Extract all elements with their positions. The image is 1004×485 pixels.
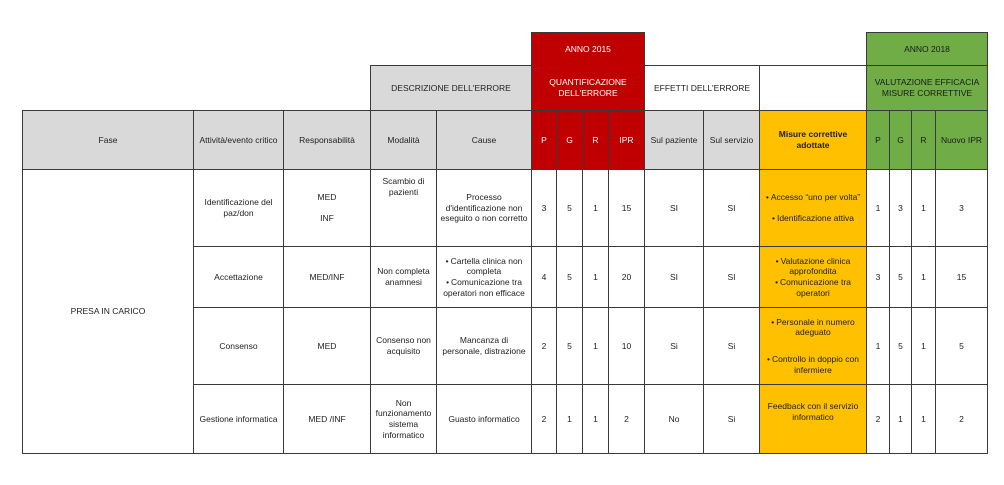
row1-g: 5 bbox=[556, 169, 583, 247]
row1-resp-line: MED bbox=[317, 192, 337, 203]
row1-misura-item: • Accesso “uno per volta” bbox=[766, 192, 860, 203]
row1-ipr: 15 bbox=[608, 169, 645, 247]
effetti-errore-header: EFFETTI DELL'ERRORE bbox=[644, 65, 760, 111]
anno-2015-header: ANNO 2015 bbox=[531, 32, 645, 66]
row1-p: 3 bbox=[531, 169, 557, 247]
row3-r-2018: 1 bbox=[911, 307, 936, 385]
row2-sul-paziente: SI bbox=[644, 246, 704, 308]
row3-misura-item: • Personale in numero adeguato bbox=[763, 317, 863, 338]
anno-2018-header: ANNO 2018 bbox=[866, 32, 988, 66]
row1-misura-item: • Identificazione attiva bbox=[772, 213, 854, 224]
row4-sul-servizio: Si bbox=[703, 384, 760, 454]
row2-modalita: Non completa anamnesi bbox=[370, 246, 437, 308]
col-sul-paziente: Sul paziente bbox=[644, 110, 704, 170]
row2-p: 4 bbox=[531, 246, 557, 308]
row1-responsabilita bbox=[283, 169, 371, 247]
row2-misura-item: • Comunicazione tra operatori bbox=[763, 277, 863, 298]
row4-g: 1 bbox=[556, 384, 583, 454]
row3-responsabilita: MED bbox=[283, 307, 371, 385]
row2-causa-item: • Comunicazione tra operatori non efficace bbox=[440, 277, 528, 298]
row3-modalita: Consenso non acquisito bbox=[370, 307, 437, 385]
row2-responsabilita: MED/INF bbox=[283, 246, 371, 308]
row1-sul-servizio: SI bbox=[703, 169, 760, 247]
row3-r: 1 bbox=[582, 307, 609, 385]
row2-misura-item: • Valutazione clinica approfondita bbox=[763, 256, 863, 277]
col-misure-correttive: Misure correttive adottate bbox=[759, 110, 867, 170]
row1-misure bbox=[759, 169, 867, 247]
row2-sul-servizio: SI bbox=[703, 246, 760, 308]
row4-nuovo-ipr: 2 bbox=[935, 384, 988, 454]
valutazione-efficacia-header: VALUTAZIONE EFFICACIA MISURE CORRETTIVE bbox=[866, 65, 988, 111]
row3-ipr: 10 bbox=[608, 307, 645, 385]
row2-nuovo-ipr: 15 bbox=[935, 246, 988, 308]
row4-r: 1 bbox=[582, 384, 609, 454]
col-g-2018: G bbox=[889, 110, 912, 170]
row4-g-2018: 1 bbox=[889, 384, 912, 454]
row4-modalita: Non funzionamento sistema informatico bbox=[370, 384, 437, 454]
row4-p: 2 bbox=[531, 384, 557, 454]
row3-g: 5 bbox=[556, 307, 583, 385]
col-p-2018: P bbox=[866, 110, 890, 170]
blank-header-cell bbox=[759, 65, 867, 111]
row4-p-2018: 2 bbox=[866, 384, 890, 454]
col-nuovo-ipr: Nuovo IPR bbox=[935, 110, 988, 170]
col-cause: Cause bbox=[436, 110, 532, 170]
row2-causa-item: • Cartella clinica non completa bbox=[440, 256, 528, 277]
col-sul-servizio: Sul servizio bbox=[703, 110, 760, 170]
row1-g-2018: 3 bbox=[889, 169, 912, 247]
row2-attivita: Accettazione bbox=[193, 246, 284, 308]
descrizione-errore-header: DESCRIZIONE DELL'ERRORE bbox=[370, 65, 532, 111]
row1-cause: Processo d'identificazione non eseguito o non corretto bbox=[436, 169, 532, 247]
row1-attivita: Identificazione del paz/don bbox=[193, 169, 284, 247]
row3-attivita: Consenso bbox=[193, 307, 284, 385]
row1-p-2018: 1 bbox=[866, 169, 890, 247]
row4-misure: Feedback con il servizio informatico bbox=[759, 384, 867, 454]
col-ipr: IPR bbox=[608, 110, 645, 170]
row4-responsabilita: MED /INF bbox=[283, 384, 371, 454]
row1-modalita: Scambio di pazienti bbox=[370, 169, 437, 247]
col-r: R bbox=[582, 110, 609, 170]
row1-resp-line: INF bbox=[320, 213, 334, 223]
row3-p-2018: 1 bbox=[866, 307, 890, 385]
row2-misure bbox=[759, 246, 867, 308]
row1-r: 1 bbox=[582, 169, 609, 247]
row1-sul-paziente: SI bbox=[644, 169, 704, 247]
row1-nuovo-ipr: 3 bbox=[935, 169, 988, 247]
row3-g-2018: 5 bbox=[889, 307, 912, 385]
col-responsabilita: Responsabilità bbox=[283, 110, 371, 170]
row4-ipr: 2 bbox=[608, 384, 645, 454]
row2-cause bbox=[436, 246, 532, 308]
quantificazione-errore-header: QUANTIFICAZIONE DELL'ERRORE bbox=[531, 65, 645, 111]
col-p: P bbox=[531, 110, 557, 170]
row4-attivita: Gestione informatica bbox=[193, 384, 284, 454]
row3-nuovo-ipr: 5 bbox=[935, 307, 988, 385]
col-attivita: Attività/evento critico bbox=[193, 110, 284, 170]
row1-r-2018: 1 bbox=[911, 169, 936, 247]
row2-p-2018: 3 bbox=[866, 246, 890, 308]
col-g: G bbox=[556, 110, 583, 170]
col-fase: Fase bbox=[22, 110, 194, 170]
row3-p: 2 bbox=[531, 307, 557, 385]
row2-g: 5 bbox=[556, 246, 583, 308]
row2-r: 1 bbox=[582, 246, 609, 308]
row2-ipr: 20 bbox=[608, 246, 645, 308]
row3-misura-item: • Controllo in doppio con infermiere bbox=[763, 354, 863, 375]
fase-cell: PRESA IN CARICO bbox=[22, 169, 194, 454]
row3-sul-paziente: Si bbox=[644, 307, 704, 385]
col-modalita: Modalità bbox=[370, 110, 437, 170]
row3-sul-servizio: Si bbox=[703, 307, 760, 385]
row3-misure bbox=[759, 307, 867, 385]
row4-sul-paziente: No bbox=[644, 384, 704, 454]
row3-cause: Mancanza di personale, distrazione bbox=[436, 307, 532, 385]
row4-r-2018: 1 bbox=[911, 384, 936, 454]
col-r-2018: R bbox=[911, 110, 936, 170]
row2-r-2018: 1 bbox=[911, 246, 936, 308]
row4-cause: Guasto informatico bbox=[436, 384, 532, 454]
row2-g-2018: 5 bbox=[889, 246, 912, 308]
